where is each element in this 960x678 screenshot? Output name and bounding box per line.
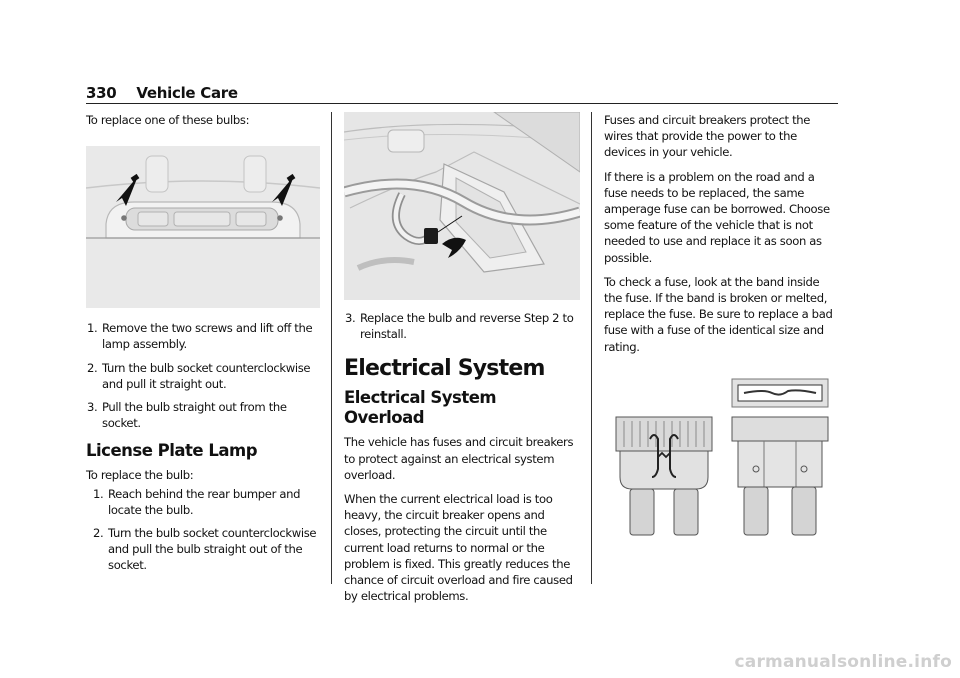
watermark: carmanualsonline.info xyxy=(734,652,952,672)
license-steps-list xyxy=(86,486,320,574)
section-title: Vehicle Care xyxy=(136,84,238,102)
paragraph: When the current electrical load is too heavy, the circuit breaker opens and closes, protecting the circuit until the current load returns to normal or the problem is fixed. This greatly reduces the chance of circuit overload and fire caused by electrical problems. xyxy=(344,492,573,604)
page-header xyxy=(86,84,238,102)
tail-lamp-figure xyxy=(86,146,320,308)
license-lamp-figure xyxy=(344,112,580,300)
paragraph: If there is a problem on the road and a fuse needs to be replaced, the same amperage fuse can be borrowed. Choose some feature of the vehicle that is not needed to use and replace it as soon as possible. xyxy=(604,169,830,265)
list-item: 2. Turn the bulb socket counterclockwise and pull it straight out. xyxy=(87,360,311,391)
column-3 xyxy=(604,112,838,553)
list-item: 2. Turn the bulb socket counterclockwise and pull the bulb straight out of the socket. xyxy=(93,526,317,573)
column-divider xyxy=(331,112,332,584)
paragraph: Fuses and circuit breakers protect the wires that provide the power to the devices in your vehicle. xyxy=(604,113,811,160)
list-item: 3. Pull the bulb straight out from the socket. xyxy=(87,400,287,431)
intro-text: To replace one of these bulbs: xyxy=(86,113,250,127)
list-item: 1. Remove the two screws and lift off the lamp assembly. xyxy=(87,321,313,352)
header-rule xyxy=(86,103,838,104)
step3-list xyxy=(344,310,580,342)
steps-list xyxy=(86,320,320,431)
page-number: 330 xyxy=(86,84,117,102)
paragraph: The vehicle has fuses and circuit breakers to protect against an electrical system overload. xyxy=(344,435,574,482)
license-intro: To replace the bulb: xyxy=(86,468,194,483)
license-plate-heading: License Plate Lamp xyxy=(86,441,258,461)
electrical-system-heading: Electrical System xyxy=(344,356,545,382)
paragraph: To check a fuse, look at the band inside the fuse. If the band is broken or melted, replace the fuse. Be sure to replace a bad fuse with a fuse of the identical size and rating. xyxy=(604,274,833,354)
fuse-figure xyxy=(604,377,838,553)
list-item: 3. Replace the bulb and reverse Step 2 to reinstall. xyxy=(345,311,574,342)
overload-heading: Electrical System Overload xyxy=(344,388,497,428)
column-divider xyxy=(591,112,592,584)
column-2 xyxy=(344,112,580,612)
column-1 xyxy=(86,112,320,581)
list-item: 1. Reach behind the rear bumper and locate the bulb. xyxy=(93,486,301,517)
